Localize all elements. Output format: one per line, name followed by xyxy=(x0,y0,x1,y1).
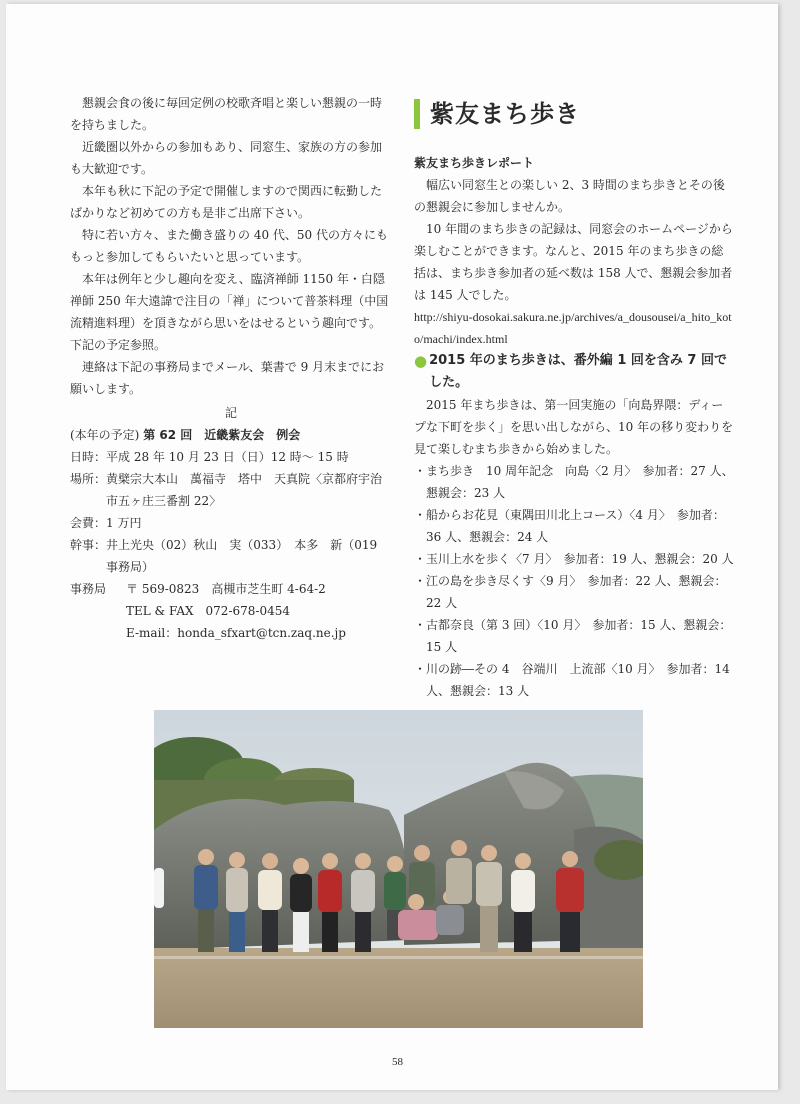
place-row xyxy=(70,468,392,512)
staff-label: 幹事： xyxy=(70,538,107,552)
list-item: ・ まち歩き 10 周年記念 向島〈2 月〉 参加者：27 人、懇親会：23 人 xyxy=(414,460,734,504)
bullet-icon: ・ xyxy=(414,662,427,676)
place-label: 場所： xyxy=(70,472,107,486)
office-address: 〒 569-0823 高槻市芝生町 4-64-2 xyxy=(126,582,326,596)
list-item: ・ 船からお花見（東隅田川北上コース）〈4 月〉 参加者：36 人、懇親会：24 人 xyxy=(414,504,734,548)
green-dot-icon: ● xyxy=(414,352,428,370)
walk-list xyxy=(414,460,734,702)
right-column xyxy=(414,92,734,702)
date-label: 日時： xyxy=(70,450,107,464)
list-item: ・ 江の島を歩き尽くす〈9 月〉 参加者：22 人、懇親会：22 人 xyxy=(414,570,734,614)
fee-value: 1 万円 xyxy=(106,516,142,530)
staff-value: 井上光央（02）秋山 実（033） 本多 新（019 事務局） xyxy=(106,538,378,574)
office-tel: TEL & FAX 072-678-0454 xyxy=(126,604,290,618)
summary-paragraph: 2015 年まち歩きは、第一回実施の「向島界隈：ディープな下町を歩く」を思い出しながら、10 年の移り変わりを見て楽しむまち歩きから始めました。 xyxy=(414,398,734,456)
section-title-text: 紫友まち歩き xyxy=(430,100,580,128)
bullet-icon: ・ xyxy=(414,618,427,632)
body-paragraph: 近畿圏以外からの参加もあり、同窓生、家族の方の参加も大歓迎です。 xyxy=(70,140,383,176)
body-paragraph: 本年も秋に下記の予定で開催しますので関西に転勤したばかりなど初めての方も是非ご出席下さい。 xyxy=(70,184,383,220)
body-paragraph: 特に若い方々、また働き盛りの 40 代、50 代の方々にももっと参加してもらいたいと思っています。 xyxy=(70,228,388,264)
intro-paragraph: 幅広い同窓生との楽しい 2、3 時間のまち歩きとその後の懇親会に参加しませんか。 xyxy=(414,178,725,214)
bullet-icon: ・ xyxy=(414,552,427,566)
section-title xyxy=(414,92,734,136)
ki-heading: 記 xyxy=(224,406,237,420)
list-item: ・ 川の跡―その 4 谷端川 上流部〈10 月〉 参加者：14 人、懇親会：13 人 xyxy=(414,658,734,702)
intro-paragraph: 10 年間のまち歩きの記録は、同窓会のホームページから楽しむことができます。なんと、2015 年のまち歩きの総括は、まち歩き参加者の延べ数は 158 人で、懇親会参加者は 145 人でした。 xyxy=(414,222,733,302)
list-item: ・ 玉川上水を歩く〈7 月〉 参加者：19 人、懇親会：20 人 xyxy=(414,548,734,570)
place-value: 黄檗宗大本山 萬福寺 塔中 天真院〈京都府宇治市五ヶ庄三番割 22〉 xyxy=(106,472,383,508)
homepage-link[interactable]: http://shiyu-dosokai.sakura.ne.jp/archives/a_dousousei/a_hito_koto/machi/index.html xyxy=(414,310,732,346)
office-block xyxy=(70,578,392,644)
group-photo-illustration xyxy=(154,710,643,1028)
bullet-icon: ・ xyxy=(414,574,427,588)
schedule-prefix: (本年の予定) xyxy=(70,428,140,442)
date-value: 平成 28 年 10 月 23 日（日）12 時〜 15 時 xyxy=(106,450,349,464)
report-heading: 紫友まち歩きレポート xyxy=(414,156,535,170)
group-photo xyxy=(154,710,643,1028)
office-email[interactable]: E-mail：honda_sfxart@tcn.zaq.ne.jp xyxy=(126,626,346,640)
staff-row xyxy=(70,534,392,578)
page-number: 58 xyxy=(392,1056,403,1068)
left-column xyxy=(70,92,392,644)
bullet-icon: ・ xyxy=(414,464,427,478)
date-row xyxy=(70,446,392,468)
body-paragraph: 懇親会食の後に毎回定例の校歌斉唱と楽しい懇親の一時を持ちました。 xyxy=(70,96,383,132)
body-paragraph: 本年は例年と少し趣向を変え、臨済禅師 1150 年・白隠禅師 250 年大遠諱で注目の「禅」について普茶料理（中国流精進料理）を頂きながら思いをはせるという趣向です。下記の予定参照。 xyxy=(70,272,389,352)
list-item: ・ 古都奈良（第 3 回）〈10 月〉 参加者：15 人、懇親会：15 人 xyxy=(414,614,734,658)
bullet-icon: ・ xyxy=(414,508,427,522)
fee-label: 会費： xyxy=(70,516,107,530)
fee-row xyxy=(70,512,392,534)
schedule-heading xyxy=(70,424,392,446)
highlight-text: 2015 年のまち歩きは、番外編 1 回を含み 7 回でした。 xyxy=(429,353,727,390)
schedule-title: 第 62 回 近畿紫友会 例会 xyxy=(143,428,301,442)
office-label: 事務局 xyxy=(70,582,107,596)
highlight-heading xyxy=(414,350,734,394)
body-paragraph: 連絡は下記の事務局までメール、葉書で 9 月末までにお願いします。 xyxy=(70,360,385,396)
title-accent-bar xyxy=(414,99,420,129)
magazine-page xyxy=(6,4,778,1090)
